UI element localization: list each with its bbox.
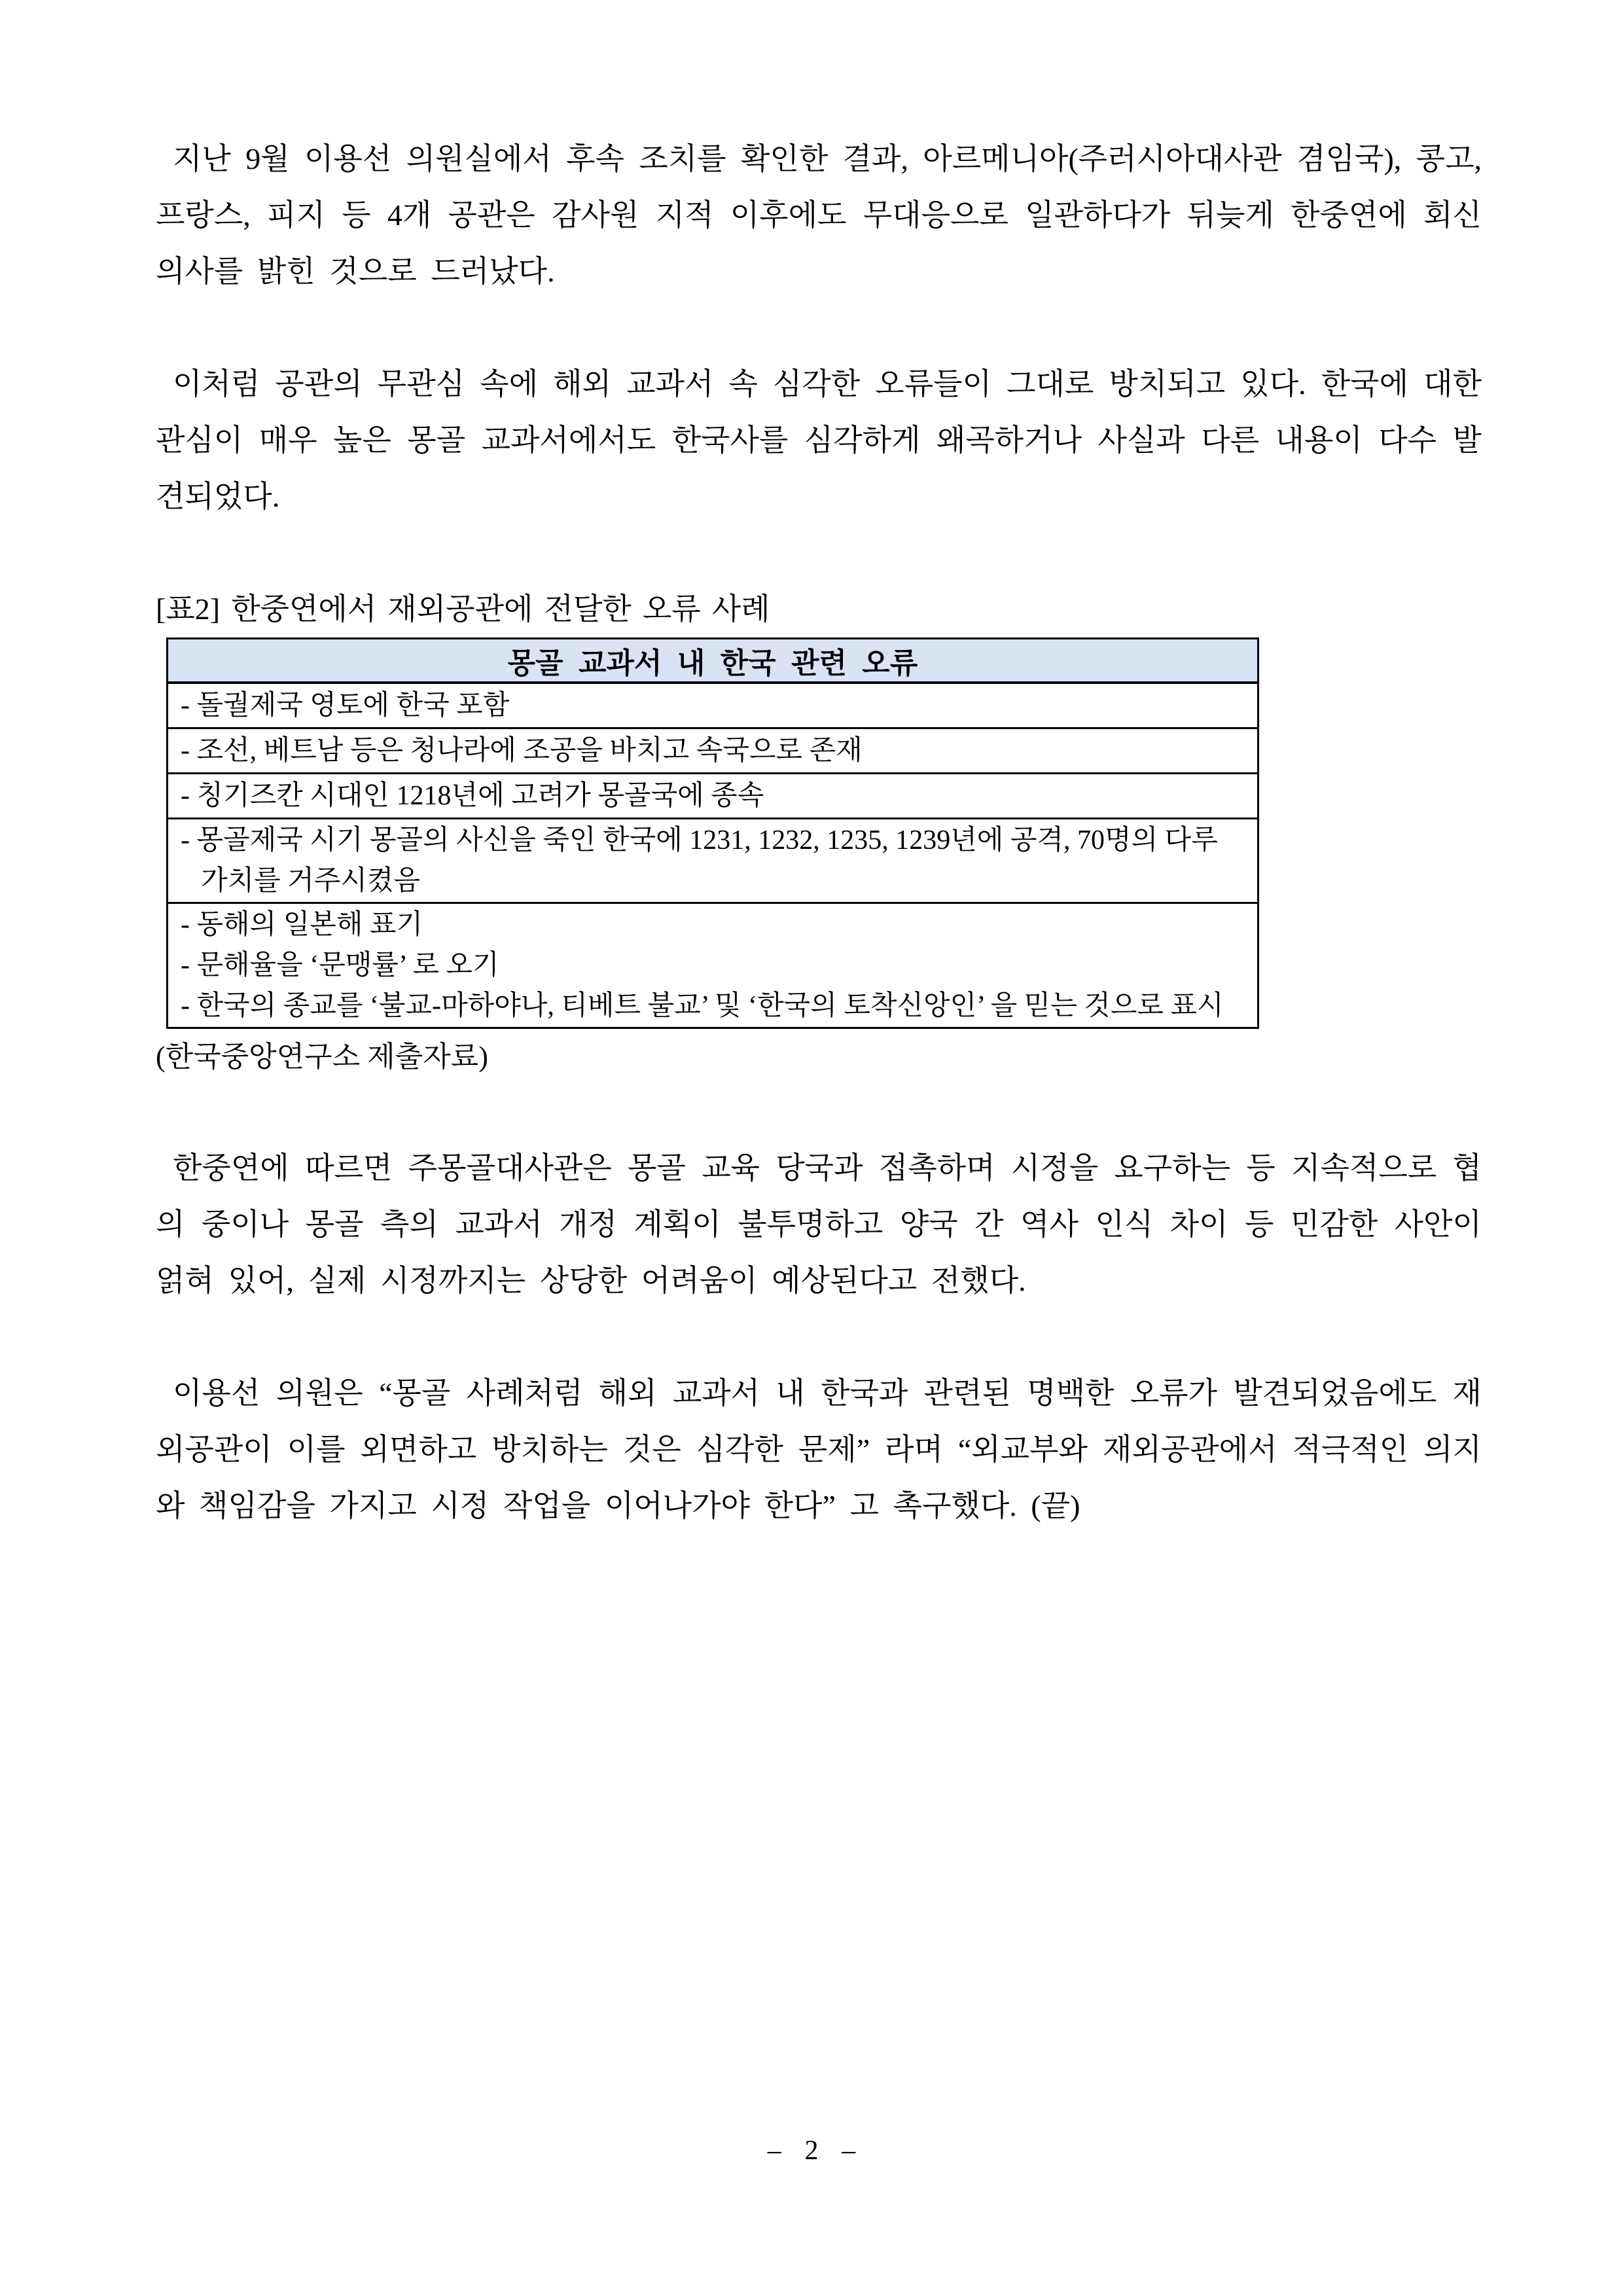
table-row [168,903,1258,1028]
errors-table [166,637,1259,1029]
table-bullet-east-sea: - 동해의 일본해 표기 [181,910,423,940]
table-row [168,774,1258,819]
table-bullet-religion: - 한국의 종교를 ‘불교-마하야나, 티베트 불교’ 및 ‘한국의 토착신앙인’ 을 믿는 것으로 표시 [181,991,1224,1021]
source-note: (한국중앙연구소 제출자료) [156,1041,488,1073]
table-cell-error-group [168,903,1258,1028]
table-cell-error-1: - 돌궐제국 영토에 한국 포함 [168,683,1258,728]
paragraph-mongolia-errors-intro: 이처럼 공관의 무관심 속에 해외 교과서 속 심각한 오류들이 그대로 방치되고 있다. 한국에 대한 관심이 매우 높은 몽골 교과서에서도 한국사를 심각하게 왜곡하거나 사실과 다른 내용이 다수 발견되었다. [156,367,1482,513]
errors-table-header-cell: 몽골 교과서 내 한국 관련 오류 [168,639,1258,683]
paragraph-embassy-negotiation: 한중연에 따르면 주몽골대사관은 몽골 교육 당국과 접촉하며 시정을 요구하는 등 지속적으로 협의 중이나 몽골 측의 교과서 개정 계획이 불투명하고 양국 간 역사 인식 차이 등 민감한 사안이 얽혀 있어, 실제 시정까지는 상당한 어려움이 예상된다고 전했다. [156,1151,1482,1297]
table-row [168,683,1258,728]
page-footer [0,2135,1623,2166]
table2-title: [표2] 한중연에서 재외공관에 전달한 오류 사례 [156,592,770,626]
table-cell-error-4: - 몽골제국 시기 몽골의 사신을 죽인 한국에 1231, 1232, 1235, 1239년에 공격, 70명의 다루가치를 거주시켰음 [168,819,1258,903]
paragraph-followup-check: 지난 9월 이용선 의원실에서 후속 조치를 확인한 결과, 아르메니아(주러시아대사관 겸임국), 콩고, 프랑스, 피지 등 4개 공관은 감사원 지적 이후에도 무대응으로 일관하다가 뒤늦게 한중연에 회신 의사를 밝힌 것으로 드러났다. [156,142,1482,288]
table-bullet-literacy: - 문해율을 ‘문맹률’ 로 오기 [181,950,499,980]
table-cell-error-2: - 조선, 베트남 등은 청나라에 조공을 바치고 속국으로 존재 [168,728,1258,774]
table-row [168,728,1258,774]
table-row [168,819,1258,903]
page-content [156,131,1482,1590]
page-number: – 2 – [767,2136,856,2166]
paragraph-lawmaker-statement: 이용선 의원은 “몽골 사례처럼 해외 교과서 내 한국과 관련된 명백한 오류가 발견되었음에도 재외공관이 이를 외면하고 방치하는 것은 심각한 문제” 라며 “외교부와 재외공관에서 적극적인 의지와 책임감을 가지고 시정 작업을 이어나가야 한다” 고 촉구했다. (끝) [156,1376,1482,1522]
errors-table-header-row [168,639,1258,683]
table-cell-error-3: - 칭기즈칸 시대인 1218년에 고려가 몽골국에 종속 [168,774,1258,819]
